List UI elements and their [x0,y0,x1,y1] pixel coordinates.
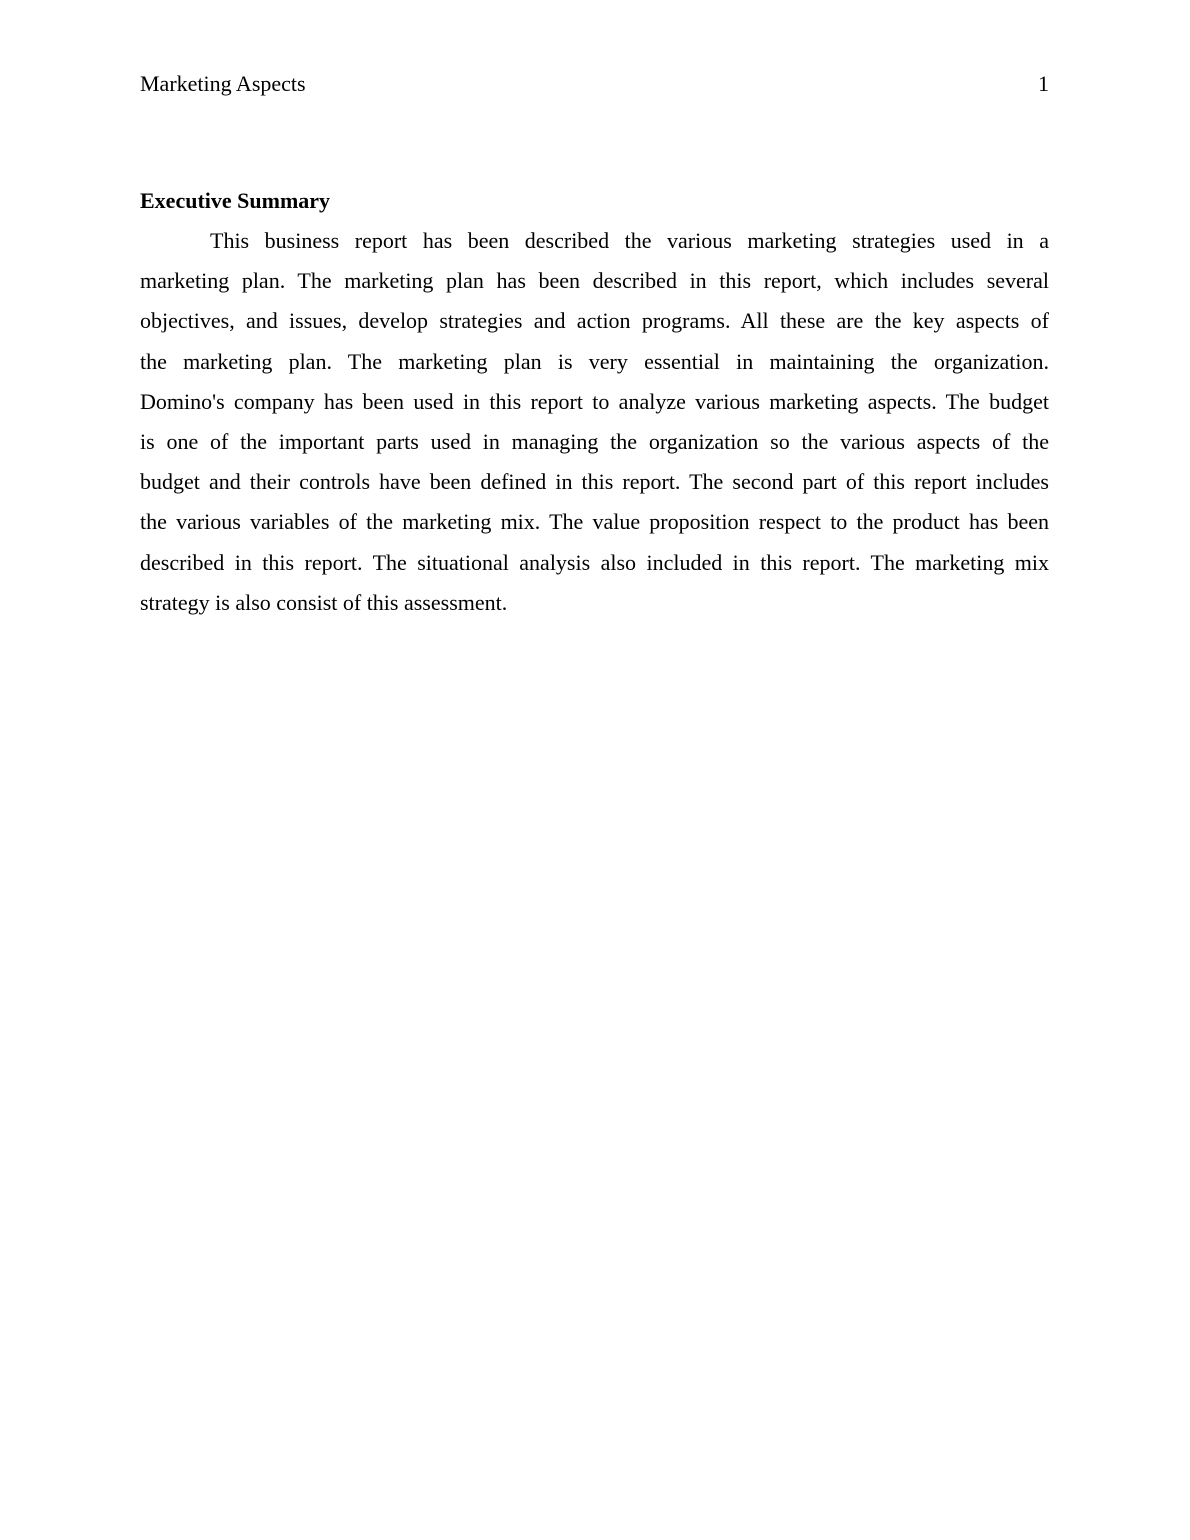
paragraph-line: Domino's company has been used in this report to analyze various marketing aspects. The budget [140,388,1049,414]
paragraph-line: This business report has been described the various marketing strategies used in a [210,228,1049,253]
section-heading: Executive Summary [140,188,331,213]
paragraph-line: described in this report. The situational analysis also included in this report. The marketing mix [140,549,1049,575]
paragraph-line: strategy is also consist of this assessment. [140,589,508,615]
running-head-title: Marketing Aspects [140,71,306,96]
page-number: 1 [1038,71,1049,96]
paragraph-line: budget and their controls have been defined in this report. The second part of this report includes [140,469,1049,495]
paragraph-line: objectives, and issues, develop strategies and action programs. All these are the key aspects of [140,308,1049,334]
paragraph-line: marketing plan. The marketing plan has been described in this report, which includes several [140,268,1049,294]
running-head [140,70,1049,98]
paragraph-line: is one of the important parts used in managing the organization so the various aspects of the [140,428,1049,454]
paragraph-line: the marketing plan. The marketing plan is very essential in maintaining the organization. [140,348,1049,374]
paragraph-line: the various variables of the marketing mix. The value proposition respect to the product has been [140,509,1049,535]
executive-summary-paragraph [140,227,1049,629]
